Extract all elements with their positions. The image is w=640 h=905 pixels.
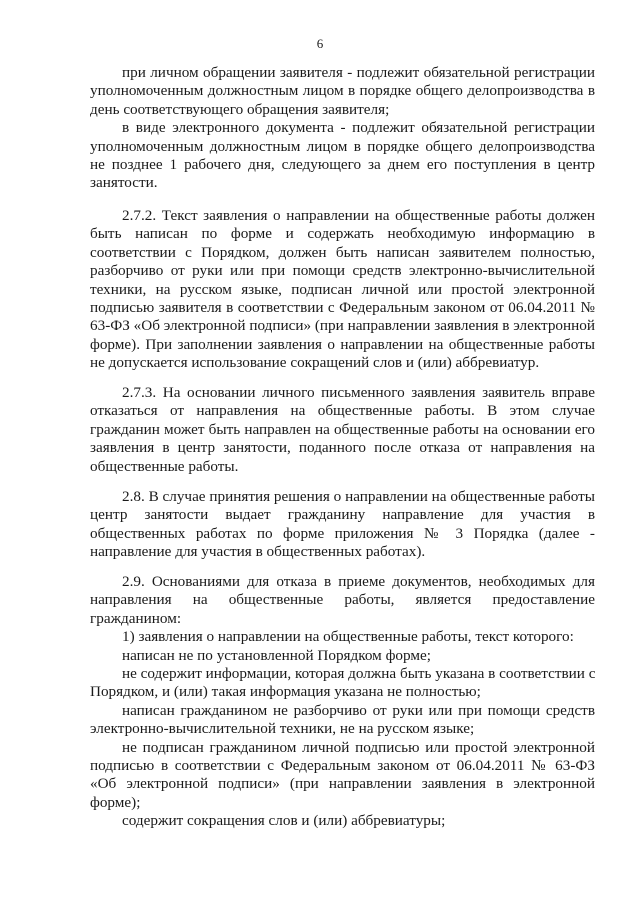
text-line: быть написан по форме и содержать необходимую информацию в: [90, 225, 595, 243]
text-line: гражданином:: [90, 609, 182, 627]
text-line: направление для участия в общественных работах).: [90, 543, 426, 561]
text-line: общественные работы.: [90, 457, 239, 475]
text-line: разборчиво от руки или при помощи средств электронно-вычислительной: [90, 262, 595, 280]
text-line: 2.7.3. На основании личного письменного заявления заявитель вправе: [122, 384, 595, 401]
text-line: при личном обращении заявителя - подлежит обязательной регистрации: [122, 64, 595, 81]
text-line: день соответствующего обращения заявителя;: [90, 100, 390, 118]
paragraph-registration: [90, 64, 595, 193]
text-line: центр занятости выдает гражданину направление для участия в: [90, 506, 595, 524]
text-line: соответствии с Порядком, должен быть написан заявителем полностью,: [90, 243, 595, 261]
text-line: 1) заявления о направлении на общественные работы, текст которого:: [122, 628, 574, 646]
text-line: не допускается использование сокращений слов и (или) аббревиатур.: [90, 354, 540, 372]
paragraph-2-7-3: [90, 384, 595, 476]
text-line: 2.9. Основаниями для отказа в приеме документов, необходимых для: [122, 573, 595, 590]
paragraph-2-8: [90, 488, 595, 562]
text-line: написан гражданином не разборчиво от руки или при помощи средств: [122, 701, 595, 719]
text-line: «Об электронной подписи» (при направлении заявления в электронной: [90, 775, 595, 793]
text-line: техники, на русском языке, подписан личной или простой электронной: [90, 280, 595, 298]
text-line: не подписан гражданином личной подписью или простой электронной: [122, 738, 595, 756]
text-line: подписью в соответствии с Федеральным законом от 06.04.2011 № 63-ФЗ: [90, 756, 595, 774]
page-number: 6: [316, 36, 324, 51]
text-line: Порядком, и (или) такая информация указана не полностью;: [90, 683, 481, 701]
text-line: форме). При заполнении заявления о направлении на общественные работы: [90, 335, 595, 353]
text-line: в виде электронного документа - подлежит обязательной регистрации: [122, 119, 595, 137]
text-line: содержит сокращения слов и (или) аббревиатуры;: [122, 812, 446, 830]
text-line: не содержит информации, которая должна быть указана в соответствии с: [122, 664, 595, 682]
paragraph-2-7-2: [90, 207, 595, 373]
text-line: 63-ФЗ «Об электронной подписи» (при направлении заявления в электронной: [90, 317, 595, 335]
text-line: 2.7.2. Текст заявления о направлении на общественные работы должен: [122, 207, 595, 224]
text-line: не позднее 1 рабочего дня, следующего за днем его поступления в центр: [90, 155, 595, 173]
text-line: гражданин может быть направлен на общественные работы на основании его: [90, 420, 595, 438]
text-line: написан не по установленной Порядком форме;: [122, 646, 431, 664]
text-line: форме);: [90, 793, 141, 811]
text-line: уполномоченным должностным лицом в порядке общего делопроизводства: [90, 137, 595, 155]
text-line: направления на общественные работы, является предоставление: [90, 591, 595, 609]
text-line: подписью заявителя в соответствии с Федеральным законом от 06.04.2011 №: [90, 298, 595, 316]
text-line: общественных работах по форме приложения № 3 Порядка (далее -: [90, 524, 595, 542]
text-line: 2.8. В случае принятия решения о направлении на общественные работы: [122, 488, 595, 505]
text-line: заявления в центр занятости, поданного после отказа от направления на: [90, 439, 595, 457]
text-line: уполномоченным должностным лицом в порядке общего делопроизводства в: [90, 82, 595, 100]
paragraph-2-9: [90, 573, 595, 830]
text-line: электронно-вычислительной техники, не на русском языке;: [90, 720, 475, 738]
text-line: отказаться от направления на общественные работы. В этом случае: [90, 402, 595, 420]
text-line: занятости.: [90, 174, 158, 192]
